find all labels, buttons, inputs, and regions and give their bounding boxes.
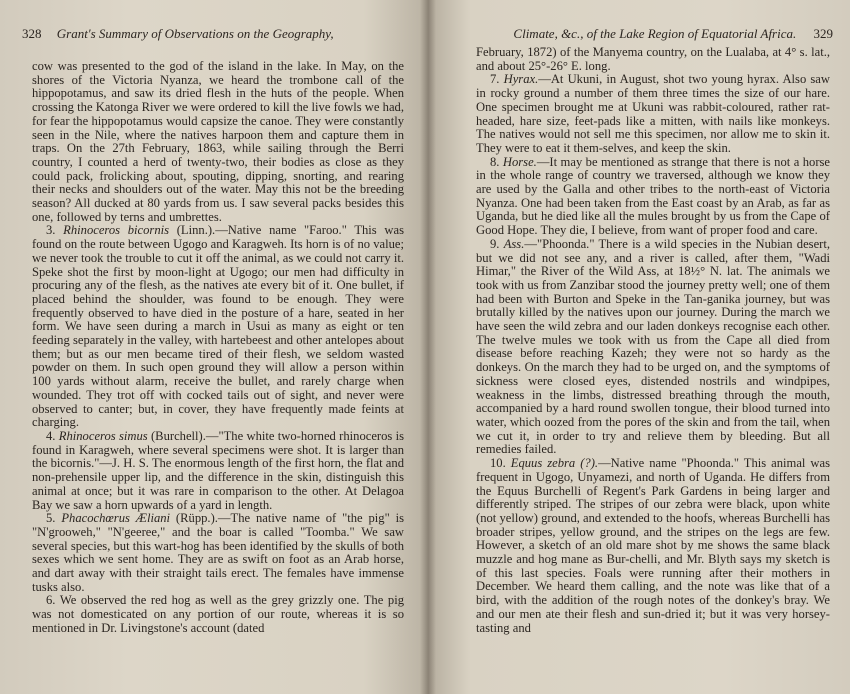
paragraph: 10. Equus zebra (?).—Native name "Phoonda." This animal was frequent in Ugogo, Unyamezi, and north of Uganda. He differs from the Equus Burchelli of Regent's Park Gardens in being larger and differently striped. The stripes of our zebra were black, upon white (not yellow) ground, and extended to the hoofs, whereas Burchelli has broader stripes, yellow ground, and the stripes on the legs are few. However, a sketch of an old mare shot by me shows the same black muzzle and hog mane as Bur-chelli, and Mr. Blyth says my sketch is of this last species. Foals were running after their mothers in December. We heard them calling, and the note was like that of a bird, with the addition of the rough notes of the donkey's bray. We and our men ate their flesh and sun-dried it; but it was very horsey-tasting and <box>476 456 831 635</box>
right-page <box>428 0 850 694</box>
paragraph: 5. Phacochœrus Æliani (Rüpp.).—The native name of "the pig" is "N'grooweh," "N'geeree," and the boar is called "Toomba." We saw several species, but this wart-hog has been identified by the skulls of both sexes which we sent home. They are as swift on foot as an Arab horse, and dart away with their straight tails erect. The females have immense tusks also. <box>32 511 405 594</box>
right-running-title: Climate, &c., of the Lake Region of Equatorial Africa. <box>513 26 797 41</box>
left-page-number: 328 <box>22 26 42 41</box>
species-name: Rhinoceros simus <box>58 428 148 443</box>
species-name: Rhinoceros bicornis <box>63 223 170 238</box>
paragraph: 8. Horse.—It may be mentioned as strange that there is not a horse in the whole range of country we traversed, although we know they are used by the Galla and other tribes to the north-east of Victoria Nyanza. One had been taken from the East coast by an Arab, as far as Uganda, but he died like all the mules brought by us from the Cape of Good Hope. They die, I believe, from want of proper food and care. <box>476 154 831 238</box>
right-running-head <box>468 26 833 42</box>
paragraph: cow was presented to the god of the island in the lake. In May, on the shores of the Victoria Nyanza, we heard the trombone call of the hippopotamus, and saw its dried flesh in the huts of the people. When crossing the Katonga River we were ordered to kill the live fowls we had, for fear the hippopotamus would capsize the canoe. They were constantly seen in the Nile, where the natives harpoon them and capture them in traps. On the 27th February, 1863, while sailing through the Berri country, I counted a herd of twenty-two, their bodies as close as they could pack, frolicking about, spouting, dipping, snorting, and rearing their necks and shoulders out of the water. May this not be the breeding season? All ducked at 80 yards from us. I saw several packs besides this one, followed by terns and umbrettes. <box>32 59 404 224</box>
species-name: Ass. <box>503 236 525 251</box>
right-page-number: 329 <box>813 26 833 41</box>
paragraph: 7. Hyrax.—At Ukuni, in August, shot two young hyrax. Also saw in rocky ground a number of them three times the size of our hare. One specimen brought me at Ukuni was rabbit-coloured, rather rat-headed, hare size, feet-pads like a mitten, with nails like monkeys. The natives would not sell me this specimen, nor allow me to skin it. They were to eat it them-selves, and keep the skin. <box>476 72 830 155</box>
species-name: Horse. <box>502 154 537 169</box>
paragraph: 3. Rhinoceros bicornis (Linn.).—Native name "Faroo." This was found on the route between Ugogo and Karagweh. Its horn is of no value; we never took the trouble to cut it off the animal, as we could not carry it. Speke shot the first by moon-light at Ugogo; our men had difficulty in procuring any of the flesh, as the natives ate every bit of it. One bullet, if placed behind the shoulder, was found to be enough. They were frequently observed to have died in the posture of a hare, seated in her form. We have seen during a march in Usui as many as eight or ten feeding separately in the valley, with hartebeest and other antelopes about them; but as our men became tired of their flesh, we seldom wasted powder on them. In such open ground they will allow a person within 100 yards without alarm, receive the bullet, and rarely charge when wounded. They trot off with cocked tails out of sight, and never were observed to canter; but, in cover, they have frequently made feints at charging. <box>32 223 404 430</box>
species-name: Hyrax. <box>503 72 539 87</box>
left-running-title: Grant's Summary of Observations on the Geography, <box>56 26 334 41</box>
paragraph: 9. Ass.—"Phoonda." There is a wild species in the Nubian desert, but we did not see any, and a river is called, after them, "Wadi Himar," the River of the Wild Ass, at 18½° N. lat. The animals we took with us from Zanzibar stood the journey pretty well; one of them had been with Burton and Speke in the Tan-ganika journey, but was brutally killed by the natives upon our journey. During the march we have seen the wild zebra and our laden donkeys recognise each other. The twelve mules we took with us from the Cape all died from disease before reaching Kazeh; they were not so hardy as the donkeys. On the march they had to be urged on, and the symptoms of sickness were closed eyes, distended nostrils and windpipes, weakness in the limbs, distressed breathing through the mouth, accompanied by a hard round swollen tongue, their blood turned into water, which oozed from the pores of the skin and from the tail, when we cut it, in order to try and relieve them by bleeding. But all remedies failed. <box>476 236 831 457</box>
book-gutter <box>420 0 436 694</box>
species-name: Phacochœrus Æliani <box>61 511 171 526</box>
right-text-block <box>476 46 830 635</box>
paragraph: 6. We observed the red hog as well as the grey grizzly one. The pig was not domesticated on any portion of our route, whereas it is so mentioned in Dr. Livingstone's account (dated <box>32 593 404 635</box>
paragraph: 4. Rhinoceros simus (Burchell).—"The white two-horned rhinoceros is found in Karagweh, where several specimens were shot. It is larger than the bicornis."—J. H. S. The enormous length of the first horn, the flat and non-prehensile upper lip, and the difference in the skin, distinguish this animal at once; but it was rare in comparison to the other. At Delagoa Bay we saw a horn upwards of a yard in length. <box>32 428 405 512</box>
species-name: Equus zebra (?). <box>510 456 599 471</box>
left-text-block <box>32 60 404 636</box>
left-running-head <box>22 26 412 42</box>
paragraph: February, 1872) of the Manyema country, on the Lualaba, at 4° s. lat., and about 25°-26° E. long. <box>476 45 830 73</box>
